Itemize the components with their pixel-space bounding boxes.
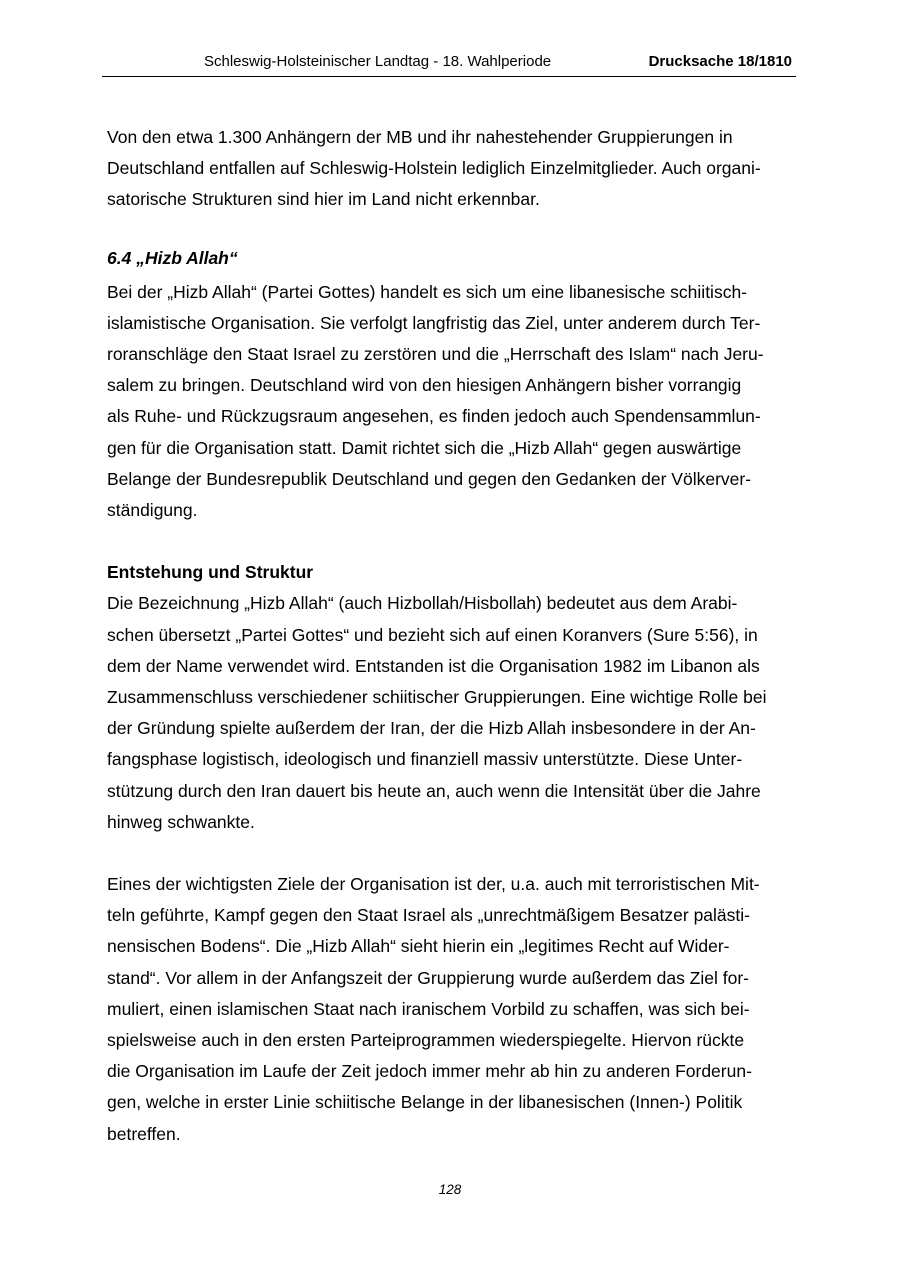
text-line: stand“. Vor allem in der Anfangszeit der Gruppierung wurde außerdem das Ziel for- — [107, 967, 749, 988]
section-heading: 6.4 „Hizb Allah“ — [107, 247, 238, 268]
text-line: gen für die Organisation statt. Damit richtet sich die „Hizb Allah“ gegen auswärtige — [107, 437, 742, 458]
page-content — [107, 122, 791, 1150]
text-line: stützung durch den Iran dauert bis heute an, auch wenn die Intensität über die Jahre — [107, 780, 761, 801]
text-line: roranschläge den Staat Israel zu zerstören und die „Herrschaft des Islam“ nach Jeru- — [107, 344, 764, 365]
text-line: Zusammenschluss verschiedener schiitischer Gruppierungen. Eine wichtige Rolle bei — [107, 687, 767, 708]
text-line: als Ruhe- und Rückzugsraum angesehen, es finden jedoch auch Spendensammlun- — [107, 406, 761, 427]
text-line: salem zu bringen. Deutschland wird von den hiesigen Anhängern bisher vorrangig — [107, 375, 742, 396]
document-number: Drucksache 18/1810 — [648, 53, 792, 70]
text-line: spielsweise auch in den ersten Parteiprogrammen wiederspiegelte. Hiervon rückte — [107, 1030, 745, 1051]
paragraph-1 — [107, 122, 791, 216]
text-line: die Organisation im Laufe der Zeit jedoch immer mehr ab hin zu anderen Forderun- — [107, 1061, 752, 1082]
text-line: muliert, einen islamischen Staat nach iranischem Vorbild zu schaffen, was sich bei- — [107, 998, 750, 1019]
text-line: teln geführte, Kampf gegen den Staat Israel als „unrechtmäßigem Besatzer palästi- — [107, 905, 750, 926]
text-line: ständigung. — [107, 500, 198, 521]
text-line: betreffen. — [107, 1123, 181, 1144]
text-line: nensischen Bodens“. Die „Hizb Allah“ sieht hierin ein „legitimes Recht auf Wider- — [107, 936, 730, 957]
header-title: Schleswig-Holsteinischer Landtag - 18. Wahlperiode — [204, 53, 552, 70]
paragraph-2 — [107, 277, 791, 527]
text-line: hinweg schwankte. — [107, 811, 255, 832]
text-line: Eines der wichtigsten Ziele der Organisation ist der, u.a. auch mit terroristischen Mit- — [107, 874, 760, 895]
text-line: fangsphase logistisch, ideologisch und finanziell massiv unterstützte. Diese Unter- — [107, 749, 743, 770]
text-line: Bei der „Hizb Allah“ (Partei Gottes) handelt es sich um eine libanesische schiitisch- — [107, 281, 748, 302]
text-line: dem der Name verwendet wird. Entstanden ist die Organisation 1982 im Libanon als — [107, 655, 760, 676]
text-line: der Gründung spielte außerdem der Iran, der die Hizb Allah insbesondere in der An- — [107, 718, 756, 739]
paragraph-4 — [107, 869, 791, 1150]
text-line: islamistische Organisation. Sie verfolgt langfristig das Ziel, unter anderem durch Ter- — [107, 312, 761, 333]
page-header — [102, 52, 796, 77]
text-line: Deutschland entfallen auf Schleswig-Holstein lediglich Einzelmitglieder. Auch organi- — [107, 158, 761, 179]
text-line: Von den etwa 1.300 Anhängern der MB und ihr nahestehender Gruppierungen in — [107, 127, 733, 147]
text-line: schen übersetzt „Partei Gottes“ und bezieht sich auf einen Koranvers (Sure 5:56), in — [107, 624, 758, 645]
text-line: satorische Strukturen sind hier im Land nicht erkennbar. — [107, 189, 540, 210]
text-line: gen, welche in erster Linie schiitische Belange in der libanesischen (Innen-) Politik — [107, 1092, 743, 1113]
subheading: Entstehung und Struktur — [107, 562, 314, 583]
page-number: 128 — [438, 1182, 462, 1197]
text-line: Belange der Bundesrepublik Deutschland und gegen den Gedanken der Völkerver- — [107, 468, 752, 489]
text-line: Die Bezeichnung „Hizb Allah“ (auch Hizbollah/Hisbollah) bedeutet aus dem Arabi- — [107, 593, 738, 614]
paragraph-3 — [107, 588, 791, 838]
